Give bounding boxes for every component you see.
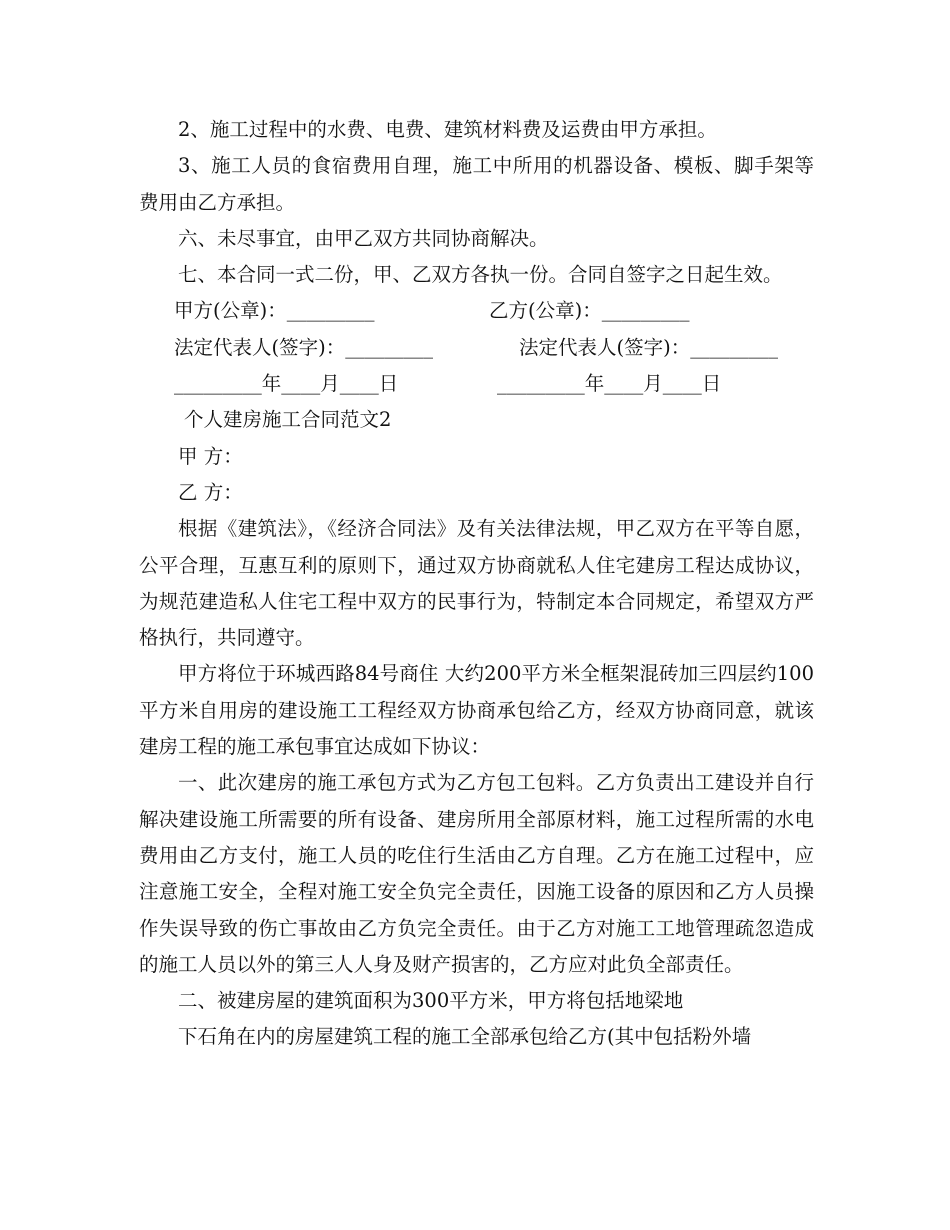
- paragraph-copies-effective: 七、本合同一式二份，甲、乙双方各执一份。合同自签字之日起生效。: [178, 263, 783, 287]
- paragraph-board-lodging-fees: 3、施工人员的食宿费用自理，施工中所用的机器设备、模板、脚手架等费用由乙方承担。: [139, 154, 814, 214]
- paragraph-clause-one: 一、此次建房的施工承包方式为乙方包工包料。乙方负责出工建设并自行解决建设施工所需要的所有设备、建房所用全部原材料，施工过程所需的水电费用由乙方支付，施工人员的吃住行生活由乙方自理。乙方在施工过程中，应注意施工安全，全程对施工安全负完全责任，因施工设备的原因和乙方人员操作失误导致的伤亡事故由乙方负完全责任。由于乙方对施工工地管理疏忽造成的施工人员以外的第三人人身及财产损害的，乙方应对此负全部责任。: [139, 771, 814, 976]
- signature-seal-row: [139, 293, 814, 329]
- party-a-representative: 法定代表人(签字)：_________: [174, 335, 433, 359]
- party-a-label: 甲 方：: [178, 444, 243, 468]
- party-b-seal: 乙方(公章)：_________: [489, 299, 690, 323]
- section-title-text: 个人建房施工合同范文2: [184, 408, 392, 432]
- paragraph-unresolved-matters: 六、未尽事宜，由甲乙双方共同协商解决。: [178, 226, 549, 250]
- section-title: [139, 402, 814, 438]
- paragraph-clause-two-continued: 下石角在内的房屋建筑工程的施工全部承包给乙方(其中包括粉外墙: [178, 1025, 752, 1049]
- document-body: [139, 112, 814, 1056]
- party-b-date: _________年____月____日: [497, 372, 722, 396]
- party-a-seal: 甲方(公章)：_________: [174, 299, 375, 323]
- paragraph-clause-two: 二、被建房屋的建筑面积为300平方米，甲方将包括地梁地: [178, 989, 684, 1013]
- party-a-date: _________年____月____日: [174, 372, 399, 396]
- party-b-label: 乙 方：: [178, 480, 243, 504]
- paragraph-water-electric-fees: 2、施工过程中的水费、电费、建筑材料费及运费由甲方承担。: [178, 118, 717, 141]
- signature-representative-row: [139, 330, 814, 366]
- paragraph-legal-basis: 根据《建筑法》，《经济合同法》及有关法律法规，甲乙双方在平等自愿，公平合理，互惠互利的原则下，通过双方协商就私人住宅建房工程达成协议，为规范建造私人住宅工程中双方的民事行为，特制定本合同规定，希望双方严格执行，共同遵守。: [139, 517, 814, 650]
- signature-date-row: [139, 366, 814, 402]
- paragraph-project-location: 甲方将位于环城西路84号商住 大约200平方米全框架混砖加三四层约100平方米自用房的建设施工工程经双方协商承包给乙方，经双方协商同意，就该建房工程的施工承包事宜达成如下协议：: [139, 662, 814, 759]
- party-b-representative: 法定代表人(签字)：_________: [519, 335, 778, 359]
